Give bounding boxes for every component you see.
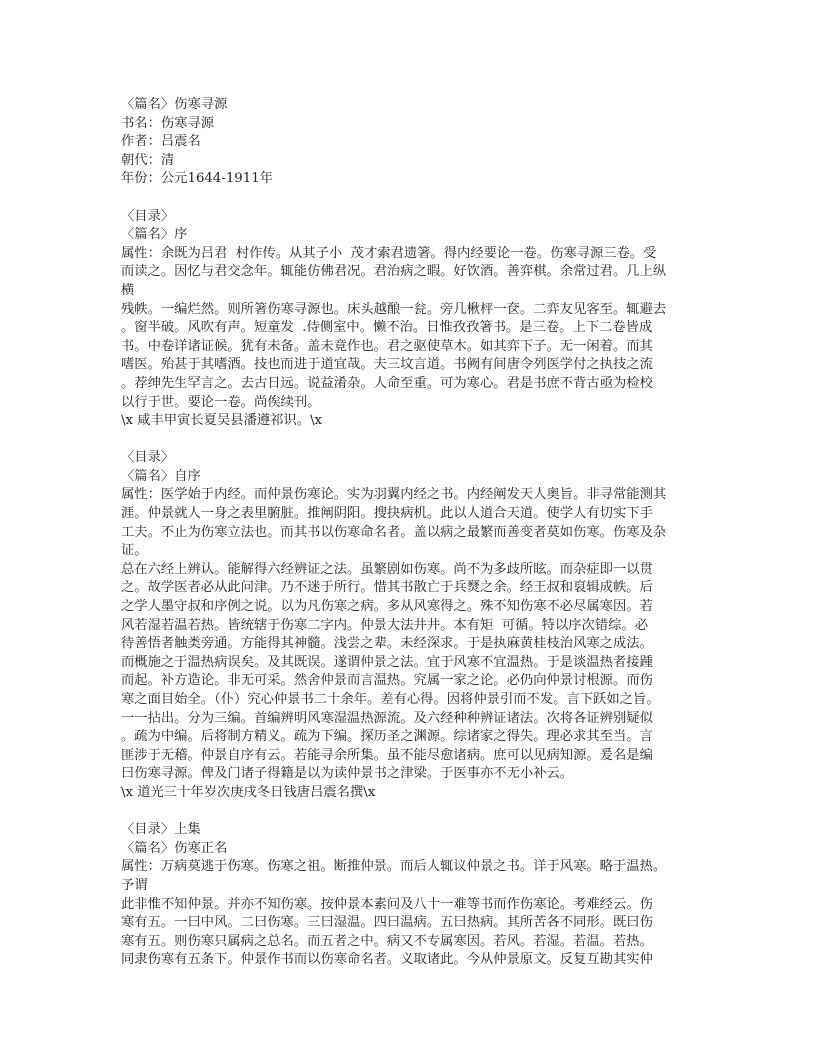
text-line: 总在六经上辨认。能解得六经辨证之法。虽繁剧如伤寒。尚不为多歧所眩。而杂症即一以贯 <box>121 561 653 577</box>
meta-line: 〈篇名〉伤寒寻源 <box>121 97 228 112</box>
text-line: 〈篇名〉序 <box>121 227 188 243</box>
meta-line: 朝代：清 <box>121 152 175 168</box>
text-line: 残帙。一编烂然。则所箸伤寒寻源也。床头越酿一瓮。旁几楸枰一奁。二弈友见客至。辄避去 <box>121 301 667 317</box>
book-meta <box>121 96 701 189</box>
text-line: 属性：余既为吕君 村作传。从其子小 茂才索君遗箸。得内经要论一卷。伤寒寻源三卷。受 <box>121 245 657 261</box>
text-line: 工夫。不止为伤寒立法也。而其书以伤寒命名者。盖以病之最繁而善变者莫如伤寒。伤寒及杂 <box>121 524 667 540</box>
text-line: 〈篇名〉伤寒正名 <box>121 840 228 856</box>
text-line: 而读之。因忆与君交念年。辄能仿佛君况。君治病之暇。好饮酒。善弈棋。余常过君。几上纵 <box>121 264 667 280</box>
text-line: 此非惟不知仲景。并亦不知伤寒。按仲景本素问及八十一难等书而作伤寒论。考难经云。伤 <box>121 896 653 912</box>
text-line: 风若湿若温若热。皆统辖于伤寒二字内。仲景大法井井。本有矩 可循。特以序次错综。必 <box>121 617 649 633</box>
text-line: 一一拈出。分为三编。首编辨明风寒湿温热源流。及六经种种辨证诸法。次将各证辨别疑似 <box>121 710 653 726</box>
document-page <box>121 96 701 970</box>
section-volume-one <box>121 821 701 970</box>
section-self-preface <box>121 449 701 802</box>
text-line: 〈目录〉上集 <box>121 822 201 838</box>
text-line: 。窗半破。风吹有声。短童发 .侍侧室中。懒不治。日惟孜孜箸书。是三卷。上下二卷皆成 <box>121 320 653 336</box>
text-line: \x 道光三十年岁次庚戌冬日钱唐吕震名撰\x <box>121 784 376 800</box>
text-line: 〈目录〉 <box>121 450 175 466</box>
text-line: 。疏为中编。后将制方精义。疏为下编。探历圣之渊源。综诸家之得失。理必求其至当。言 <box>121 729 653 745</box>
text-line: 嗜医。殆甚于其嗜酒。技也而进于道宜哉。夫三坟言道。书阙有间唐令列医学付之执技之流 <box>121 357 653 373</box>
text-line: 属性：医学始于内经。而仲景伤寒论。实为羽翼内经之书。内经阐发天人奥旨。非寻常能测其 <box>121 487 667 503</box>
section-preface <box>121 208 701 431</box>
text-line: 而起。补方造论。非无可采。然舍仲景而言温热。究属一家之论。必仍向仲景讨根源。而伤 <box>121 673 653 689</box>
text-line: 寒之面目始全。（仆）究心仲景书二十余年。差有心得。因将仲景引而不发。言下跃如之旨。 <box>121 692 660 707</box>
meta-line: 书名：伤寒寻源 <box>121 115 215 131</box>
text-line: \x 咸丰甲寅长夏吴县潘遵祁识。\x <box>121 413 323 429</box>
text-line: 待善悟者触类旁通。方能得其神髓。浅尝之辈。未经深求。于是执麻黄桂枝治风寒之成法。 <box>121 636 653 652</box>
text-line: 寒有五。则伤寒只属病之总名。而五者之中。病又不专属寒因。若风。若湿。若温。若热。 <box>121 933 653 949</box>
text-line: 涯。仲景就人一身之表里腑脏。推阐阴阳。搜抉病机。此以人道合天道。使学人有切实下手 <box>121 506 653 522</box>
meta-line: 作者：吕震名 <box>121 134 201 150</box>
text-line: 〈篇名〉自序 <box>121 468 201 484</box>
text-line: 〈目录〉 <box>121 208 175 224</box>
section-gap <box>121 189 701 208</box>
text-line: 予谓 <box>121 877 148 893</box>
text-line: 同隶伤寒有五条下。仲景作书而以伤寒命名者。义取诸此。今从仲景原文。反复互勘其实仲 <box>121 952 653 968</box>
text-line: 寒有五。一曰中风。二曰伤寒。三曰湿温。四曰温病。五曰热病。其所苦各不同形。既曰伤 <box>121 915 653 931</box>
text-line: 书。中卷详诸证候。犹有未备。盖未竟作也。君之驱使草木。如其弈下子。无一闲着。而其 <box>121 338 653 354</box>
text-line: 而概施之于温热病误矣。及其既误。遂谓仲景之法。宜于风寒不宜温热。于是谈温热者接踵 <box>121 654 653 670</box>
text-line: 之学人墨守叔和序例之说。以为凡伤寒之病。多从风寒得之。殊不知伤寒不必尽属寒因。若 <box>121 599 653 615</box>
section-gap <box>121 431 701 450</box>
meta-line: 年份：公元1644-1911年 <box>121 171 273 187</box>
text-line: 。荐绅先生罕言之。去古日远。说益淆杂。人命至重。可为寒心。君是书庶不背古亟为检校 <box>121 375 653 391</box>
text-line: 以行于世。要论一卷。尚俟续刊。 <box>121 394 321 410</box>
text-line: 证。 <box>121 543 148 559</box>
text-line: 匪涉于无稽。仲景自序有云。若能寻余所集。虽不能尽愈诸病。庶可以见病知源。爰名是编 <box>121 747 653 763</box>
text-line: 曰伤寒寻源。俾及门诸子得籍是以为读仲景书之津梁。于医事亦不无小补云。 <box>121 766 574 782</box>
text-line: 属性：万病莫逃于伤寒。伤寒之祖。断推仲景。而后人辄议仲景之书。详于风寒。略于温热。 <box>121 859 667 875</box>
text-line: 之。故学医者必从此问津。乃不迷于所行。惜其书散亡于兵燹之余。经王叔和裒辑成帙。后 <box>121 580 653 596</box>
section-gap <box>121 803 701 822</box>
text-line: 横 <box>121 282 135 298</box>
